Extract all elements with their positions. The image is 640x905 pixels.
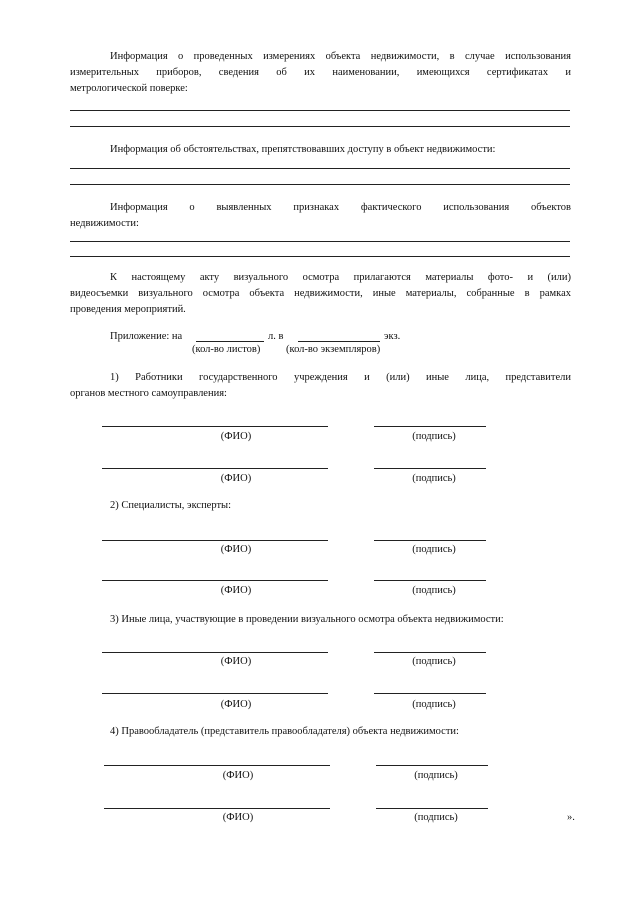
- appendix-suffix: экз.: [384, 331, 401, 342]
- group-1-row-1-sign-caption: (подпись): [412, 431, 456, 442]
- group-1-row-1-name-caption: (ФИО): [220, 431, 252, 442]
- attachments-line-3: проведения мероприятий.: [70, 304, 186, 315]
- group-4-row-2-name-line[interactable]: [104, 808, 330, 809]
- obstacles-text: Информация об обстоятельствах, препятствовавших доступу в объект недвижимости:: [110, 144, 496, 155]
- group-3-row-1-sign-line[interactable]: [374, 652, 486, 653]
- group-4-row-2-name-caption: (ФИО): [222, 812, 254, 823]
- group-4-row-1-sign-caption: (подпись): [414, 770, 458, 781]
- group-4-row-1-name-caption: (ФИО): [222, 770, 254, 781]
- group-4-row-1-sign-line[interactable]: [376, 765, 488, 766]
- measurements-line-1: Информация о проведенных измерениях объекта недвижимости, в случае использования: [110, 51, 571, 62]
- appendix-sheets-caption: (кол-во листов): [192, 344, 261, 355]
- group-3-row-1-sign-caption: (подпись): [412, 656, 456, 667]
- group-3-row-2-sign-caption: (подпись): [412, 699, 456, 710]
- group-3-row-2-sign-line[interactable]: [374, 693, 486, 694]
- group-1-row-2-name-caption: (ФИО): [220, 473, 252, 484]
- appendix-mid: л. в: [268, 331, 284, 342]
- appendix-prefix: Приложение: на: [110, 331, 183, 342]
- closing-quote-mark: ».: [567, 812, 575, 823]
- group-2-row-2-sign-caption: (подпись): [412, 585, 456, 596]
- attachments-line-1: К настоящему акту визуального осмотра прилагаются материалы фото- и (или): [110, 272, 571, 283]
- group-2-heading: 2) Специалисты, эксперты:: [110, 500, 232, 511]
- group-2-row-2-sign-line[interactable]: [374, 580, 486, 581]
- group-3-heading: 3) Иные лица, участвующие в проведении визуального осмотра объекта недвижимости:: [110, 614, 504, 625]
- group-3-row-2-name-caption: (ФИО): [220, 699, 252, 710]
- group-3-row-2-name-line[interactable]: [102, 693, 328, 694]
- usage-signs-line-1: Информация о выявленных признаках фактического использования объектов: [110, 202, 571, 213]
- group-1-heading-line-2: органов местного самоуправления:: [70, 388, 227, 399]
- measurements-blank-line-2[interactable]: [70, 126, 570, 127]
- group-2-row-1-name-line[interactable]: [102, 540, 328, 541]
- group-2-row-1-name-caption: (ФИО): [220, 544, 252, 555]
- measurements-line-3: метрологической поверке:: [70, 83, 188, 94]
- group-3-row-1-name-line[interactable]: [102, 652, 328, 653]
- appendix-copies-caption: (кол-во экземпляров): [286, 344, 381, 355]
- group-4-heading: 4) Правообладатель (представитель правообладателя) объекта недвижимости:: [110, 726, 459, 737]
- obstacles-blank-line-1[interactable]: [70, 168, 570, 169]
- group-2-row-2-name-line[interactable]: [102, 580, 328, 581]
- group-1-row-2-sign-caption: (подпись): [412, 473, 456, 484]
- measurements-blank-line-1[interactable]: [70, 110, 570, 111]
- usage-signs-blank-line-1[interactable]: [70, 241, 570, 242]
- group-1-row-1-name-line[interactable]: [102, 426, 328, 427]
- group-4-row-2-sign-line[interactable]: [376, 808, 488, 809]
- group-1-heading-line-1: 1) Работники государственного учреждения и (или) иные лица, представители: [110, 372, 571, 383]
- group-2-row-2-name-caption: (ФИО): [220, 585, 252, 596]
- obstacles-blank-line-2[interactable]: [70, 184, 570, 185]
- usage-signs-blank-line-2[interactable]: [70, 256, 570, 257]
- group-3-row-1-name-caption: (ФИО): [220, 656, 252, 667]
- attachments-line-2: видеосъемки визуального осмотра объекта недвижимости, иные материалы, собранные в рамках: [70, 288, 571, 299]
- group-1-row-2-name-line[interactable]: [102, 468, 328, 469]
- group-1-row-1-sign-line[interactable]: [374, 426, 486, 427]
- usage-signs-line-2: недвижимости:: [70, 218, 139, 229]
- group-4-row-2-sign-caption: (подпись): [414, 812, 458, 823]
- group-4-row-1-name-line[interactable]: [104, 765, 330, 766]
- measurements-line-2: измерительных приборов, сведения об их наименовании, имеющихся сертификатах и: [70, 67, 571, 78]
- group-1-row-2-sign-line[interactable]: [374, 468, 486, 469]
- group-2-row-1-sign-line[interactable]: [374, 540, 486, 541]
- group-2-row-1-sign-caption: (подпись): [412, 544, 456, 555]
